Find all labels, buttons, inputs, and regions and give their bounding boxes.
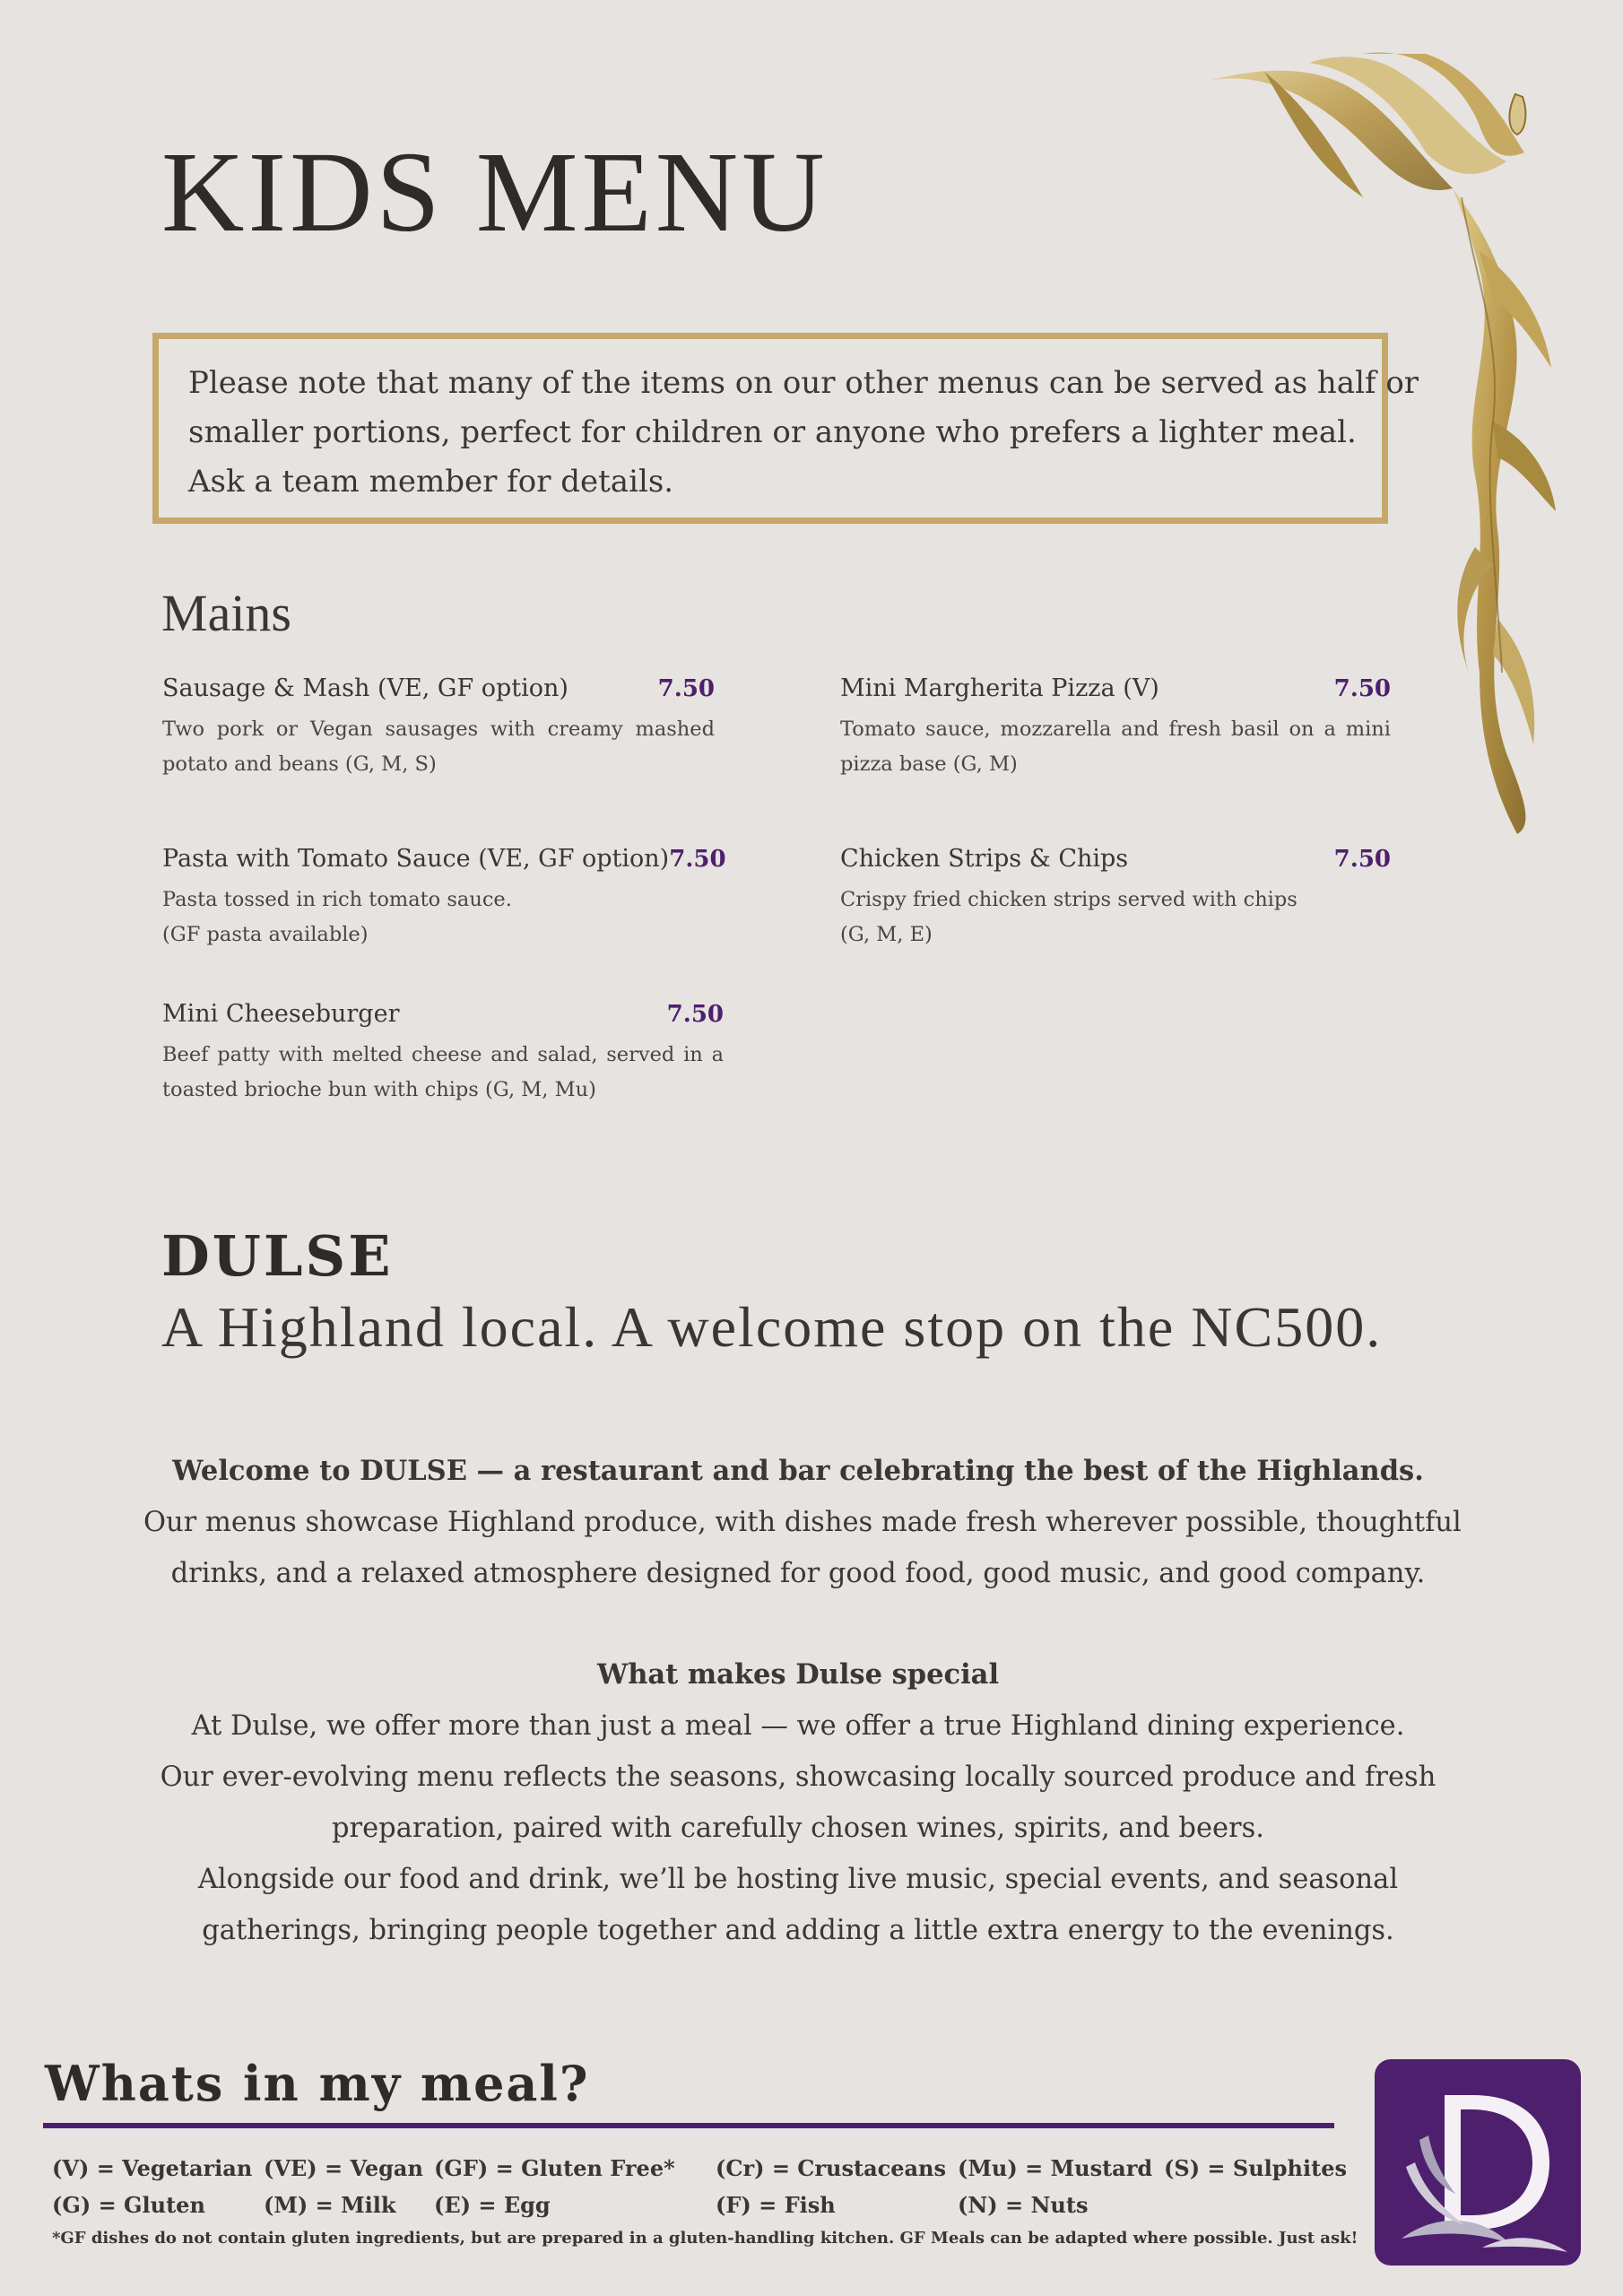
dish-description: potato and beans (G, M, S) xyxy=(162,752,437,776)
about-line: preparation, paired with carefully chosen wines, spirits, and beers. xyxy=(332,1813,1264,1844)
allergen-key: (F) = Fish xyxy=(716,2192,836,2218)
dulse-d-logo-icon xyxy=(1375,2059,1581,2266)
notice-line: Please note that many of the items on our other menus can be served as half or xyxy=(188,365,1419,401)
gluten-note: *GF dishes do not contain gluten ingredients, but are prepared in a gluten-handling kitchen. GF Meals can be adapted where possible. Just ask! xyxy=(52,2229,1358,2248)
dish-price: 7.50 xyxy=(1333,846,1391,873)
notice-line: smaller portions, perfect for children or anyone who prefers a lighter meal. xyxy=(188,414,1357,450)
brand-name: DULSE xyxy=(161,1223,394,1289)
dish-description: Pasta tossed in rich tomato sauce. xyxy=(162,888,512,911)
about-line: Our ever-evolving menu reflects the seasons, showcasing locally sourced produce and fresh xyxy=(160,1761,1436,1793)
about-line: gatherings, bringing people together and adding a little extra energy to the evenings. xyxy=(202,1915,1394,1946)
dish-price: 7.50 xyxy=(657,675,715,702)
welcome-heading: Welcome to DULSE — a restaurant and bar celebrating the best of the Highlands. xyxy=(172,1455,1424,1487)
menu-title: KIDS MENU xyxy=(161,128,829,256)
dish-description: (G, M, E) xyxy=(840,923,933,946)
mains-heading: Mains xyxy=(161,584,291,642)
dish-description: Tomato sauce, mozzarella and fresh basil on a mini xyxy=(840,718,1391,741)
allergen-key: (GF) = Gluten Free* xyxy=(434,2155,675,2181)
special-heading: What makes Dulse special xyxy=(596,1658,1000,1691)
allergen-key: (V) = Vegetarian xyxy=(52,2155,253,2181)
allergen-key: (M) = Milk xyxy=(264,2192,396,2218)
about-line: At Dulse, we offer more than just a meal — we offer a true Highland dining experience. xyxy=(191,1710,1405,1742)
allergen-key: (VE) = Vegan xyxy=(264,2155,423,2181)
brand-tagline: A Highland local. A welcome stop on the NC500. xyxy=(161,1295,1383,1359)
dish-name: Mini Margherita Pizza (V) xyxy=(840,674,1159,702)
dish-price: 7.50 xyxy=(669,846,726,873)
dish-name: Chicken Strips & Chips xyxy=(840,845,1129,873)
dish-price: 7.50 xyxy=(666,1001,724,1028)
dish-item xyxy=(840,845,1391,952)
about-line: Alongside our food and drink, we’ll be hosting live music, special events, and seasonal xyxy=(197,1864,1399,1895)
about-line: Our menus showcase Highland produce, with dishes made fresh wherever possible, thoughtful xyxy=(143,1507,1462,1538)
allergen-key: (Cr) = Crustaceans xyxy=(716,2155,947,2181)
dish-item xyxy=(162,674,715,782)
allergen-key: (N) = Nuts xyxy=(958,2192,1089,2218)
dish-description: Crispy fried chicken strips served with chips xyxy=(840,888,1298,911)
dish-description: Two pork or Vegan sausages with creamy mashed xyxy=(162,718,715,741)
allergen-key: (E) = Egg xyxy=(434,2192,551,2218)
dish-name: Sausage & Mash (VE, GF option) xyxy=(162,674,568,702)
dish-description: toasted brioche bun with chips (G, M, Mu) xyxy=(162,1078,596,1101)
about-section xyxy=(143,1446,1462,1956)
dish-description: pizza base (G, M) xyxy=(840,752,1018,776)
dish-price: 7.50 xyxy=(1333,675,1391,702)
allergen-heading: Whats in my meal? xyxy=(45,2055,590,2112)
allergen-key: (Mu) = Mustard xyxy=(958,2155,1153,2181)
allergen-key: (G) = Gluten xyxy=(52,2192,205,2218)
allergen-divider xyxy=(43,2123,1334,2128)
dish-description: (GF pasta available) xyxy=(162,923,369,946)
dish-item xyxy=(162,845,726,952)
dish-item xyxy=(840,674,1391,782)
notice-line: Ask a team member for details. xyxy=(188,464,674,500)
dish-name: Mini Cheeseburger xyxy=(162,1000,400,1028)
portion-notice xyxy=(152,333,1419,524)
dish-name: Pasta with Tomato Sauce (VE, GF option) xyxy=(162,845,670,873)
allergen-key: (S) = Sulphites xyxy=(1164,2155,1347,2181)
dish-description: Beef patty with melted cheese and salad, served in a xyxy=(162,1043,724,1066)
dish-item xyxy=(162,1000,724,1108)
allergen-legend xyxy=(52,2155,1347,2229)
about-line: drinks, and a relaxed atmosphere designed for good food, good music, and good company. xyxy=(170,1558,1426,1589)
